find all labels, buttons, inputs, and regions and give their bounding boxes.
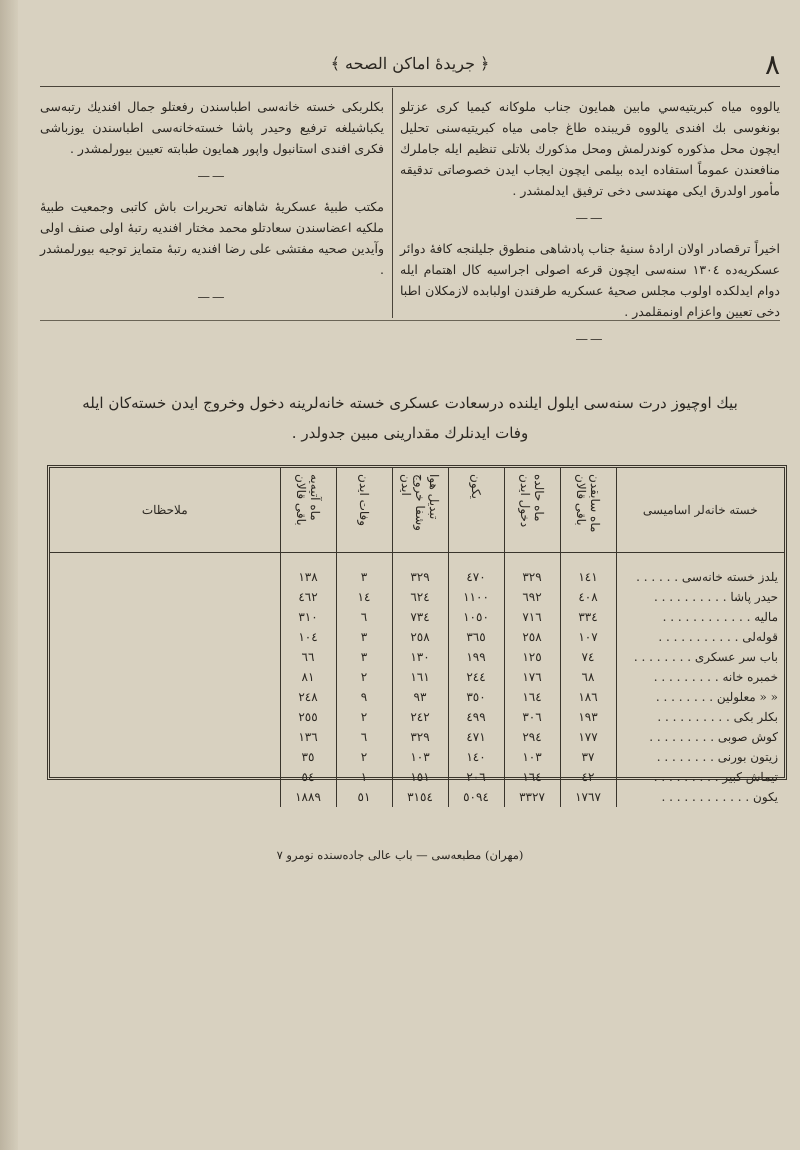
table-row [50, 587, 784, 607]
admitted-cell: ٣٢٩ [504, 567, 560, 587]
notes-cell [50, 627, 280, 647]
notes-cell [50, 607, 280, 627]
carried-over-cell: ٤٠٨ [560, 587, 616, 607]
total-cell: ٤٧١ [448, 727, 504, 747]
carried-over-cell: ١٧٦٧ [560, 787, 616, 807]
discharged-cell: ٩٣ [392, 687, 448, 707]
discharged-cell: ٣١٥٤ [392, 787, 448, 807]
header-deceased: وفات ايدن [336, 468, 392, 553]
separator: —— [197, 289, 227, 304]
table-row [50, 647, 784, 667]
remaining-cell: ٤٦٢ [280, 587, 336, 607]
notes-cell [50, 727, 280, 747]
total-cell: ٤٧٠ [448, 567, 504, 587]
table-row [50, 727, 784, 747]
admitted-cell: ٣٣٢٧ [504, 787, 560, 807]
hospital-name-cell: تيماش كبير . . . . . . . . . [616, 767, 784, 787]
total-cell: ٤٩٩ [448, 707, 504, 727]
discharged-cell: ٣٢٩ [392, 727, 448, 747]
deceased-cell: ١ [336, 767, 392, 787]
carried-over-cell: ١٧٧ [560, 727, 616, 747]
carried-over-cell: ١٤١ [560, 567, 616, 587]
table-row [50, 567, 784, 587]
notes-cell [50, 787, 280, 807]
total-cell: ٥٠٩٤ [448, 787, 504, 807]
deceased-cell: ٢ [336, 707, 392, 727]
table-row [50, 667, 784, 687]
table-row [50, 687, 784, 707]
discharged-cell: ٦٢٤ [392, 587, 448, 607]
table-row [50, 787, 784, 807]
total-cell: ١٩٩ [448, 647, 504, 667]
notes-cell [50, 687, 280, 707]
notes-cell [50, 567, 280, 587]
carried-over-cell: ١٨٦ [560, 687, 616, 707]
total-cell: ٢٠٦ [448, 767, 504, 787]
remaining-cell: ١٠٤ [280, 627, 336, 647]
discharged-cell: ١٣٠ [392, 647, 448, 667]
remaining-cell: ٨١ [280, 667, 336, 687]
page-binding-edge [0, 0, 18, 1150]
table-row [50, 707, 784, 727]
hospital-name-cell: بكلر بكى . . . . . . . . . . [616, 707, 784, 727]
admitted-cell: ١٦٤ [504, 767, 560, 787]
left-column [40, 96, 384, 317]
admitted-cell: ٦٩٢ [504, 587, 560, 607]
notes-cell [50, 707, 280, 727]
total-cell: ١١٠٠ [448, 587, 504, 607]
deceased-cell: ٢ [336, 667, 392, 687]
separator: —— [575, 331, 605, 346]
header-rule [40, 86, 780, 87]
carried-over-cell: ١٩٣ [560, 707, 616, 727]
hospital-name-cell: حيدر پاشا . . . . . . . . . . [616, 587, 784, 607]
hospital-name-cell: خمبره خانه . . . . . . . . . [616, 667, 784, 687]
deceased-cell: ٦ [336, 727, 392, 747]
total-cell: ٣٥٠ [448, 687, 504, 707]
admitted-cell: ٣٠٦ [504, 707, 560, 727]
news-item-beylerbeyi-promotion: بكلربكى خسته خانه‌سى اطباسندن رفعتلو جمال افنديك رتبه‌سى يكباشيلغه ترفيع وحيدر پاشا خسته‌خانه‌سى اطباسندن يوزباشى فكرى افندى استانبول واپور همايون طبابته تعيين بيورلمشدر . [40, 99, 384, 156]
remaining-cell: ٢٥٥ [280, 707, 336, 727]
discharged-cell: ٣٢٩ [392, 567, 448, 587]
carried-over-cell: ٣٧ [560, 747, 616, 767]
table-row [50, 627, 784, 647]
table-row [50, 747, 784, 767]
notes-cell [50, 587, 280, 607]
page-header [40, 46, 780, 86]
header-notes: ملاحظات [50, 468, 280, 553]
deceased-cell: ٥١ [336, 787, 392, 807]
header-total: يكون [448, 468, 504, 553]
deceased-cell: ٣ [336, 647, 392, 667]
header-hospital-names: خسته خانه‌لر اساميسى [616, 468, 784, 553]
total-cell: ١٤٠ [448, 747, 504, 767]
admitted-cell: ١٢٥ [504, 647, 560, 667]
remaining-cell: ١٨٨٩ [280, 787, 336, 807]
journal-title: ﴿ جريدهٔ اماكن الصحه ﴾ [330, 54, 490, 73]
hospital-name-cell: يكون . . . . . . . . . . . . [616, 787, 784, 807]
deceased-cell: ٩ [336, 687, 392, 707]
carried-over-cell: ١٠٧ [560, 627, 616, 647]
notes-cell [50, 747, 280, 767]
discharged-cell: ٢٥٨ [392, 627, 448, 647]
discharged-cell: ٧٣٤ [392, 607, 448, 627]
table-row [50, 607, 784, 627]
hospital-name-cell: زيتون بورنى . . . . . . . . [616, 747, 784, 767]
remaining-cell: ١٣٨ [280, 567, 336, 587]
discharged-cell: ٢٤٢ [392, 707, 448, 727]
discharged-cell: ١٠٣ [392, 747, 448, 767]
deceased-cell: ٣ [336, 567, 392, 587]
carried-over-cell: ٧٤ [560, 647, 616, 667]
header-carried-over: ماه سابقدن باقى قالان [560, 468, 616, 553]
header-discharged: تبديل هوا وشفا خروج ايدن [392, 468, 448, 553]
deceased-cell: ٦ [336, 607, 392, 627]
notes-cell [50, 647, 280, 667]
admitted-cell: ٢٥٨ [504, 627, 560, 647]
hospital-name-cell: « « معلولين . . . . . . . . [616, 687, 784, 707]
remaining-cell: ٣١٠ [280, 607, 336, 627]
news-item-conscription: اخيراً ترقصادر اولان ارادهٔ سنيهٔ جناب پادشاهى منطوق جليلنجه كافهٔ دوائر عسكريه‌ده ١٣٠٤ سنه‌سى ايچون قرعه اصولى اجراسيه كال اهتمام ايله دوام ايدلكده اولوب مجلس صحيهٔ عسكريه طرفندن اولبابده لازمكلان اطبا دخى تعيين واعزام اونمقلمدر . [400, 241, 780, 319]
remaining-cell: ٥٤ [280, 767, 336, 787]
admitted-cell: ٢٩٤ [504, 727, 560, 747]
admitted-cell: ١٧٦ [504, 667, 560, 687]
discharged-cell: ١٥١ [392, 767, 448, 787]
hospital-name-cell: يلدز خسته خانه‌سى . . . . . . [616, 567, 784, 587]
table-row [50, 767, 784, 787]
notes-cell [50, 667, 280, 687]
table-caption: بيك اوچيوز درت سنه‌سى ايلول ايلنده درسعادت عسكرى خسته خانه‌لرينه دخول وخروج ايدن خسته‌كان ايله وفات ايدنلرك مقدارينى مبين جدولدر . [82, 394, 738, 442]
admitted-cell: ٧١٦ [504, 607, 560, 627]
carried-over-cell: ٦٨ [560, 667, 616, 687]
header-remaining: ماه آتيه‌يه باقى قالان [280, 468, 336, 553]
deceased-cell: ٣ [336, 627, 392, 647]
hospital-name-cell: باب سر عسكرى . . . . . . . . [616, 647, 784, 667]
deceased-cell: ١٤ [336, 587, 392, 607]
admitted-cell: ١٦٤ [504, 687, 560, 707]
separator: —— [197, 168, 227, 183]
table-spacer-row [50, 553, 784, 568]
carried-over-cell: ٣٣٤ [560, 607, 616, 627]
section-rule [40, 320, 780, 321]
hospital-statistics-table [47, 465, 787, 804]
remaining-cell: ٦٦ [280, 647, 336, 667]
header-admitted: ماه حالده دخول ايدن [504, 468, 560, 553]
news-item-medical-school-ranks: مكتب طبيهٔ عسكريهٔ شاهانه تحريرات باش كاتبى وجمعيت طبيهٔ ملكيه اعضاسندن سعادتلو محمد مختار افنديه رتبهٔ اولى صنف اولى وآيدين صحيه مفتشى على رضا افنديه رتبهٔ متمايز توجيه بيورلمشدر . [40, 199, 384, 277]
printer-imprint: (مهران) مطبعه‌سى — باب عالى جاده‌سنده نومرو ٧ [276, 848, 524, 862]
page-number: ٨ [764, 48, 780, 81]
column-divider [392, 88, 393, 318]
remaining-cell: ٢٤٨ [280, 687, 336, 707]
discharged-cell: ١٦١ [392, 667, 448, 687]
news-item-yalova-springs: يالووه مياه كبريتيه‌سي مابين همايون جناب ملوكانه كيميا كرى عزتلو بونغوسى بك افندى يالووه قريبنده طاغ جامى مياه كبريتيه‌سنى تحليل ايچون محل مذكوره كوندرلمش ومحل مذكورك بلاتلى تنظيم ايله جاملرك منافعندن عموماً استفاده ايده بيلمى ايچون ايجاب ايدن خصوصاتى تدقيقه مأمور اولدرق ايكى مهندسى دخى ترفيق ايدلمشدر . [400, 99, 780, 198]
carried-over-cell: ٤٢ [560, 767, 616, 787]
total-cell: ٣٦٥ [448, 627, 504, 647]
hospital-name-cell: قوله‌لى . . . . . . . . . . . [616, 627, 784, 647]
hospital-name-cell: كوش صوبى . . . . . . . . . [616, 727, 784, 747]
hospital-name-cell: ماليه . . . . . . . . . . . . [616, 607, 784, 627]
remaining-cell: ١٣٦ [280, 727, 336, 747]
remaining-cell: ٣٥ [280, 747, 336, 767]
total-cell: ٢٤٤ [448, 667, 504, 687]
separator: —— [575, 210, 605, 225]
notes-cell [50, 767, 280, 787]
admitted-cell: ١٠٣ [504, 747, 560, 767]
deceased-cell: ٢ [336, 747, 392, 767]
table-header-row [50, 468, 784, 553]
total-cell: ١٠٥٠ [448, 607, 504, 627]
